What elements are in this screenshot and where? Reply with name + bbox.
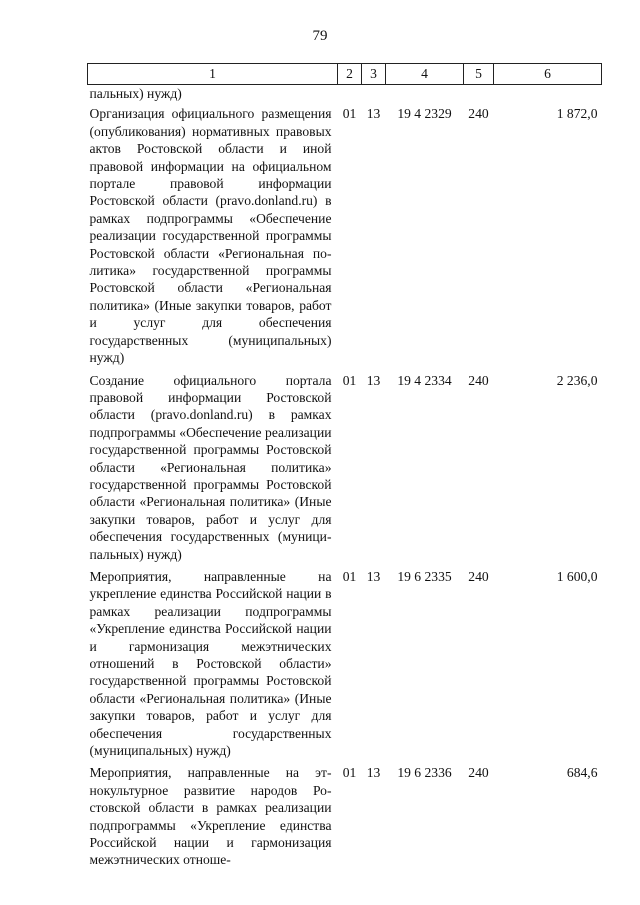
header-col-6: 6 [494, 64, 602, 85]
row-description: Организация официального размещения (опубликования) нормативных правовых актов Ростовской области и иной правовой информации на официальном портале правовой информации Ростовской области (pravo.donland.ru) в рамках подпрограммы «Обеспечение реализации государственной программы Ростовской области «Региональная политика» государственной программы Ростовской области «Региональная политика» (Иные закупки товаров, работ и услуг для обеспечения государственных (муниципальных) нужд) [89, 106, 332, 366]
row-target-article: 19 6 2336 [397, 765, 452, 781]
row-target-article: 19 6 2335 [397, 568, 452, 584]
row-section: 01 [342, 106, 357, 122]
row-description: Мероприятия, направленные на укрепление единства Российской нации в рамках реализации подпрограммы «Укрепление единства Российской нации и гармонизация межэтнических отношений в Ростовской области» государственной программы Ростовской области «Региональная политика» (Иные закупки товаров, работ и услуг для обеспечения государственных (муниципальных) нужд) [89, 568, 332, 759]
row-expense-type: 240 [468, 568, 489, 584]
row-subsection: 13 [366, 372, 381, 388]
header-col-3: 3 [362, 64, 386, 85]
row-expense-type: 240 [468, 106, 489, 122]
header-col-5: 5 [464, 64, 494, 85]
table-row [88, 102, 602, 368]
table-header-row [88, 64, 602, 85]
row-subsection: 13 [366, 106, 381, 122]
budget-table [87, 63, 602, 871]
page-number: 79 [312, 28, 328, 44]
table-row [88, 565, 602, 761]
row-amount: 2 236,0 [556, 372, 598, 388]
row-target-article: 19 4 2334 [397, 372, 452, 388]
row-target-article: 19 4 2329 [397, 106, 452, 122]
row-section: 01 [342, 765, 357, 781]
header-col-1: 1 [88, 64, 338, 85]
row-amount: 684,6 [566, 765, 598, 781]
table-row-continuation [88, 85, 602, 103]
row-amount: 1 872,0 [556, 106, 598, 122]
table-row [88, 369, 602, 565]
table-row [88, 761, 602, 870]
row-section: 01 [342, 568, 357, 584]
row-expense-type: 240 [468, 372, 489, 388]
row-description: Мероприятия, направленные на этнокультурное развитие народов Ростовской области в рамках реализации подпрограммы «Укрепление единства Российской нации и гармонизация межэтнических отноше- [89, 765, 332, 868]
row-expense-type: 240 [468, 765, 489, 781]
header-col-4: 4 [386, 64, 464, 85]
row-section: 01 [342, 372, 357, 388]
header-col-2: 2 [338, 64, 362, 85]
row-subsection: 13 [366, 765, 381, 781]
row-subsection: 13 [366, 568, 381, 584]
row-description: Создание официального портала правовой информации Ростовской области (pravo.donland.ru) в рамках подпрограммы «Обеспечение реализации государственной программы Ростовской области «Региональная политика» государственной программы Ростовской области «Региональная политика» (Иные закупки товаров, работ и услуг для обеспечения государственных (муниципальных) нужд) [89, 372, 332, 562]
row-amount: 1 600,0 [556, 568, 598, 584]
continuation-text: пальных) нужд) [89, 86, 182, 101]
